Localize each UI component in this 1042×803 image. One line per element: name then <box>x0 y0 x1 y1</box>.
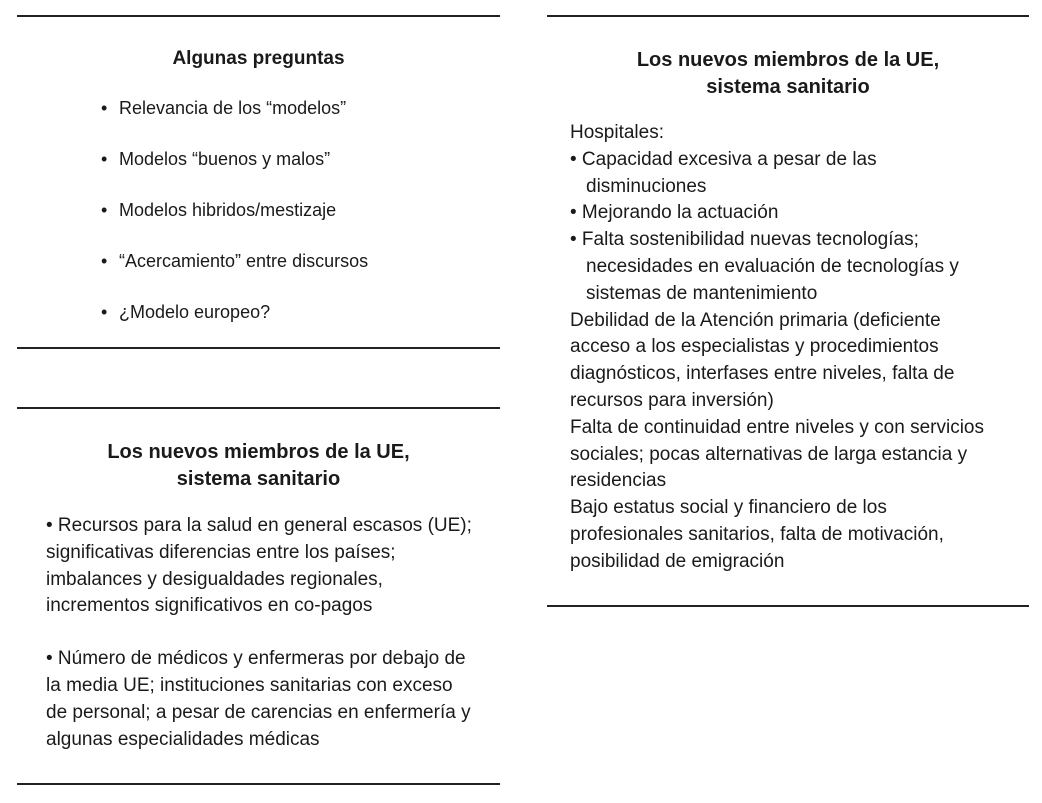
bottom-rule-resources <box>17 783 500 785</box>
question-item: • Modelos hibridos/mestizaje <box>101 197 368 223</box>
resources-panel <box>17 409 500 783</box>
staffing-paragraph: • Número de médicos y enfermeras por debajo de la media UE; instituciones sanitarias con exceso de personal; a pesar de carencias en enfermería y algunas especialidades médicas <box>46 648 471 750</box>
hospitals-title <box>547 47 1029 101</box>
question-item: • Relevancia de los “modelos” <box>101 95 368 121</box>
continuity-paragraph: Falta de continuidad entre niveles y con servicios sociales; pocas alternativas de larga estancia y residencias <box>570 416 985 492</box>
hospitals-title-line2: sistema sanitario <box>706 76 870 98</box>
hospitals-title-line1: Los nuevos miembros de la UE, <box>636 49 940 71</box>
status-paragraph: Bajo estatus social y financiero de los profesionales sanitarios, falta de motivación, posibilidad de emigración <box>570 497 944 572</box>
hospital-bullet: • Capacidad excesiva a pesar de las disminuciones <box>570 148 877 197</box>
question-item: • ¿Modelo europeo? <box>101 299 368 325</box>
resources-title-line1: Los nuevos miembros de la UE, <box>107 441 410 463</box>
bottom-rule-hospitals <box>547 605 1029 607</box>
resources-title-line2: sistema sanitario <box>176 468 341 490</box>
questions-title: Algunas preguntas <box>172 48 345 69</box>
question-item: • Modelos “buenos y malos” <box>101 146 368 172</box>
resources-title <box>17 439 500 493</box>
questions-list <box>101 95 368 325</box>
hospital-bullet: • Falta sostenibilidad nuevas tecnologías; necesidades en evaluación de tecnologías y sistemas de mantenimiento <box>570 229 959 304</box>
hospitals-body <box>570 120 1002 576</box>
primary-care-paragraph: Debilidad de la Atención primaria (deficiente acceso a los especialistas y procedimientos diagnósticos, interfases entre niveles, falta de recursos para inversión) <box>570 309 955 411</box>
question-item: • “Acercamiento” entre discursos <box>101 248 368 274</box>
hospital-bullet: • Mejorando la actuación <box>570 202 779 224</box>
hospitals-panel <box>547 17 1029 605</box>
hospitals-heading: Hospitales: <box>570 122 664 143</box>
bottom-rule-questions <box>17 347 500 349</box>
questions-panel <box>17 17 500 348</box>
resources-body <box>46 513 478 753</box>
resources-paragraph: • Recursos para la salud en general escasos (UE); significativas diferencias entre los países; imbalances y desigualdades regionales, incrementos significativos en co-pagos <box>46 515 472 617</box>
